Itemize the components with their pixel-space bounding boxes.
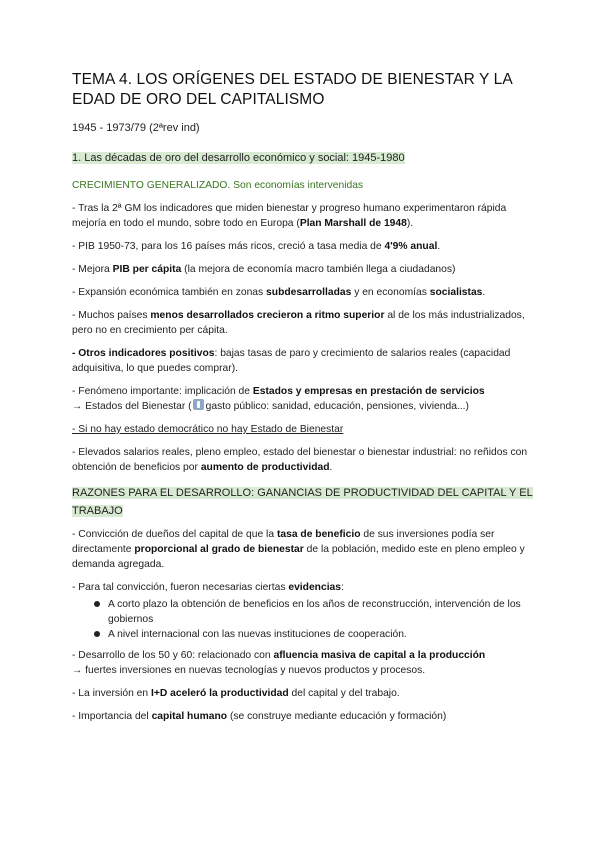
paragraph-rd: - La inversión en I+D aceleró la productividad del capital y del trabajo. <box>72 688 400 699</box>
paragraph-productivity: - Elevados salarios reales, pleno empleo, estado del bienestar o bienestar industrial: no reñidos con obtención de beneficios por aumento de productividad. <box>72 447 528 473</box>
bullet-dot <box>94 601 100 607</box>
paragraph-other-indicators: - Otros indicadores positivos: bajas tasas de paro y crecimiento de salarios reales (capacidad adquisitiva, lo que puedes comprar). <box>72 348 511 374</box>
paragraph-human-capital: - Importancia del capital humano (se construye mediante educación y formación) <box>72 711 447 722</box>
paragraph-less-developed: - Muchos países menos desarrollados crecieron a ritmo superior al de los más industrializados, pero no en crecimiento per cápita. <box>72 310 525 336</box>
paragraph-pib-growth: - PIB 1950-73, para los 16 países más ricos, creció a tasa media de 4'9% anual. <box>72 241 441 252</box>
section-1-subheading: CRECIMIENTO GENERALIZADO. Son economías intervenidas <box>72 180 364 191</box>
list-item: A nivel internacional con las nuevas instituciones de cooperación. <box>108 627 540 642</box>
date-range: 1945 - 1973/79 (2ªrev ind) <box>72 122 200 134</box>
paragraph-democracy: - Si no hay estado democrático no hay Estado de Bienestar <box>72 424 344 435</box>
paragraph-pib-per-capita: - Mejora PIB per cápita (la mejora de economía macro también llega a ciudadanos) <box>72 264 456 275</box>
section-2-heading: RAZONES PARA EL DESARROLLO: GANANCIAS DE PRODUCTIVIDAD DEL CAPITAL Y EL TRABAJO <box>72 487 533 517</box>
paragraph-marshall: - Tras la 2ª GM los indicadores que miden bienestar y progreso humano experimentaron rápida mejoría en todo el mundo, sobre todo en Europa (Plan Marshall de 1948). <box>72 203 507 229</box>
evidence-list <box>72 597 540 642</box>
document-title: TEMA 4. LOS ORÍGENES DEL ESTADO DE BIENESTAR Y LA EDAD DE ORO DEL CAPITALISMO <box>72 71 512 108</box>
info-icon <box>193 399 204 410</box>
bullet-dot <box>94 631 100 637</box>
paragraph-evidences: - Para tal convicción, fueron necesarias ciertas evidencias: <box>72 582 344 593</box>
paragraph-conviction: - Convicción de dueños del capital de que la tasa de beneficio de sus inversiones podía ser directamente proporcional al grado de bienestar de la población, medido este en pleno empleo y demanda agregada. <box>72 529 525 570</box>
paragraph-capital-flow: - Desarrollo de los 50 y 60: relacionado con afluencia masiva de capital a la producción → fuertes inversiones en nuevas tecnologías y nuevos productos y procesos. <box>72 650 486 676</box>
paragraph-welfare-states: - Fenómeno importante: implicación de Estados y empresas en prestación de servicios → Estados del Bienestar ( gasto público: sanidad, educación, pensiones, vivienda...) <box>72 386 485 412</box>
section-1-heading: 1. Las décadas de oro del desarrollo económico y social: 1945-1980 <box>72 152 405 164</box>
paragraph-expansion: - Expansión económica también en zonas subdesarrolladas y en economías socialistas. <box>72 287 486 298</box>
list-item: A corto plazo la obtención de beneficios en los años de reconstrucción, intervención de los gobiernos <box>108 597 540 627</box>
